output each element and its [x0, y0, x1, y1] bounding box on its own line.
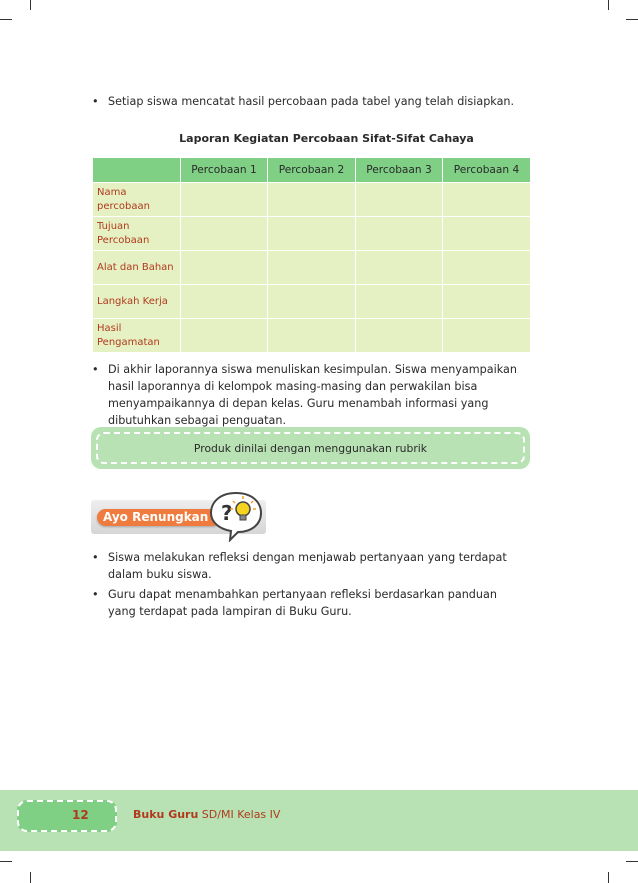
bullet-mark: • [92, 588, 99, 601]
table-cell [443, 217, 531, 251]
text-line: yang terdapat pada lampiran di Buku Guru. [108, 605, 352, 618]
reflection-heading: Ayo Renungkan [97, 509, 221, 526]
rubric-note-text: Produk dinilai dengan menggunakan rubrik [96, 432, 525, 464]
table-cell [443, 251, 531, 285]
class-label: SD/MI Kelas IV [198, 808, 281, 821]
crop-mark [626, 861, 638, 862]
conclusion-bullet [92, 361, 517, 429]
table-cell [356, 183, 443, 217]
row-label: Langkah Kerja [93, 285, 181, 319]
table-cell [181, 183, 268, 217]
text-line: Siswa melakukan refleksi dengan menjawab pertanyaan yang terdapat [108, 551, 507, 564]
footer-label [133, 808, 280, 821]
table-cell [443, 183, 531, 217]
bullet-mark: • [92, 551, 99, 564]
row-label: Nama percobaan [93, 183, 181, 217]
table-cell [443, 319, 531, 353]
table-cell [268, 319, 356, 353]
header-percobaan-1: Percobaan 1 [181, 158, 268, 183]
row-label: Alat dan Bahan [93, 251, 181, 285]
table-row [93, 251, 531, 285]
table-header-row [93, 158, 531, 183]
table-title: Laporan Kegiatan Percobaan Sifat-Sifat Cahaya [179, 132, 474, 145]
table-row [93, 319, 531, 353]
table-cell [356, 251, 443, 285]
header-empty [93, 158, 181, 183]
text-line: dalam buku siswa. [108, 568, 212, 581]
question-mark: ? [221, 501, 233, 525]
thinking-bulb-icon [208, 490, 264, 542]
table-row [93, 285, 531, 319]
table-cell [268, 251, 356, 285]
table-cell [268, 183, 356, 217]
crop-mark [30, 872, 31, 883]
reflection-header [91, 492, 266, 542]
intro-text: Setiap siswa mencatat hasil percobaan pada tabel yang telah disiapkan. [108, 95, 515, 108]
text-line: hasil laporannya di kelompok masing-masing dan perwakilan bisa [108, 380, 478, 393]
bullet-mark: • [92, 363, 99, 376]
table-row [93, 183, 531, 217]
text-line: Di akhir laporannya siswa menuliskan kesimpulan. Siswa menyampaikan [108, 363, 517, 376]
crop-mark [626, 19, 638, 20]
table-cell [181, 285, 268, 319]
table-cell [356, 217, 443, 251]
row-label: Hasil Pengamatan [93, 319, 181, 353]
rubric-note-box [91, 427, 530, 469]
table-cell [356, 319, 443, 353]
table-cell [268, 217, 356, 251]
text-line: dibutuhkan sebagai penguatan. [108, 414, 287, 427]
table-cell [268, 285, 356, 319]
reflection-bullet [92, 549, 507, 583]
crop-mark [0, 19, 12, 20]
crop-mark [608, 0, 609, 10]
table-cell [181, 217, 268, 251]
book-label: Buku Guru [133, 808, 199, 821]
crop-mark [0, 861, 12, 862]
row-label: Tujuan Percobaan [93, 217, 181, 251]
report-table [92, 157, 531, 353]
table-row [93, 217, 531, 251]
crop-mark [608, 872, 609, 883]
header-percobaan-4: Percobaan 4 [443, 158, 531, 183]
text-line: Guru dapat menambahkan pertanyaan refleksi berdasarkan panduan [108, 588, 497, 601]
text-line: menyampaikannya di depan kelas. Guru menambah informasi yang [108, 397, 489, 410]
bullet-mark: • [92, 95, 99, 108]
crop-mark [30, 0, 31, 10]
page-number: 12 [72, 808, 89, 822]
header-percobaan-2: Percobaan 2 [268, 158, 356, 183]
table-cell [181, 319, 268, 353]
table-cell [356, 285, 443, 319]
reflection-bullet [92, 586, 497, 620]
table-cell [443, 285, 531, 319]
table-cell [181, 251, 268, 285]
header-percobaan-3: Percobaan 3 [356, 158, 443, 183]
intro-bullet [92, 93, 514, 110]
